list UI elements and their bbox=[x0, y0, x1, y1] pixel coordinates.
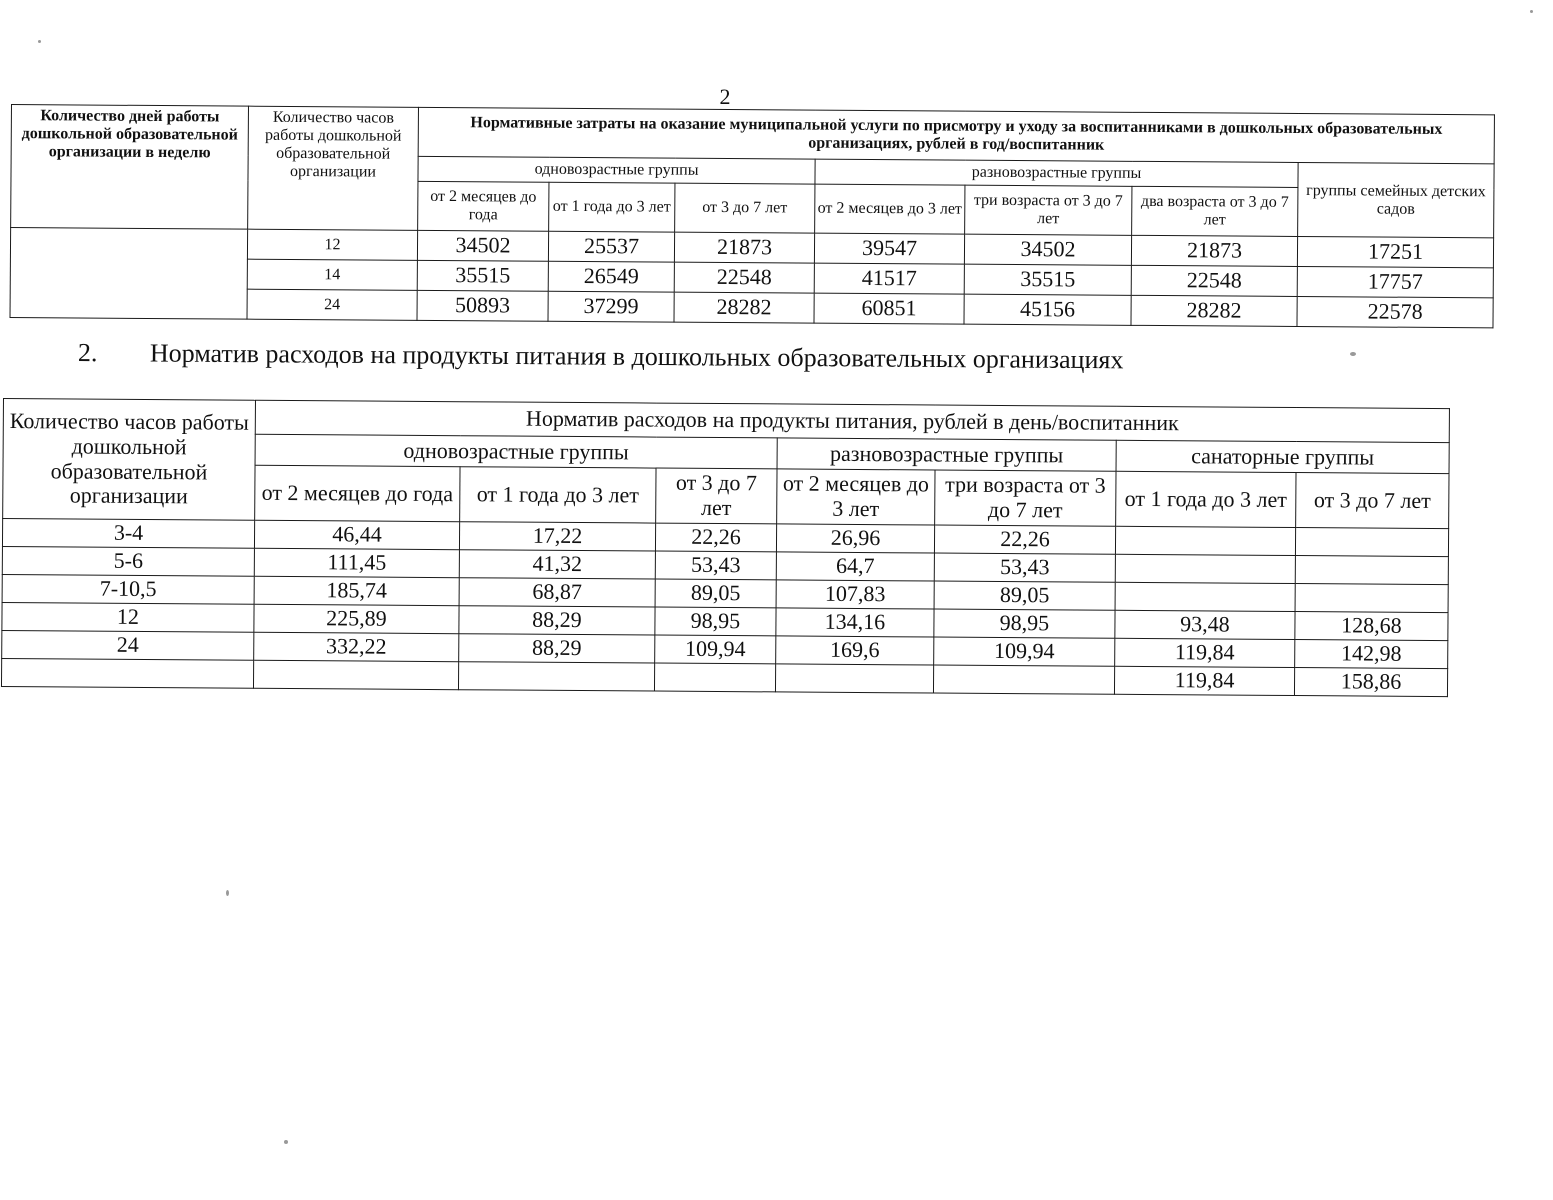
value-cell: 22548 bbox=[674, 262, 814, 293]
mixed-age-groups-header: разновозрастные группы bbox=[777, 438, 1116, 471]
hours-header: Количество часов работы дошкольной образовательной организации bbox=[248, 106, 419, 230]
value-cell: 185,74 bbox=[254, 576, 459, 605]
value-cell bbox=[253, 660, 458, 689]
value-cell: 28282 bbox=[1131, 295, 1297, 326]
value-cell bbox=[775, 664, 933, 693]
value-cell: 68,87 bbox=[459, 578, 655, 607]
value-cell: 34502 bbox=[964, 234, 1131, 265]
value-cell bbox=[1115, 526, 1295, 555]
same-age-groups-header: одновозрастные группы bbox=[418, 156, 815, 184]
value-cell: 26,96 bbox=[776, 524, 934, 553]
sanatorium-groups-header: санаторные группы bbox=[1116, 440, 1449, 473]
value-cell: 41,32 bbox=[459, 550, 655, 579]
value-cell: 128,68 bbox=[1295, 612, 1448, 641]
value-cell: 22,26 bbox=[655, 523, 776, 552]
scan-speck bbox=[1530, 10, 1533, 13]
section-number: 2. bbox=[77, 338, 98, 368]
subheader: от 1 года до 3 лет bbox=[549, 182, 675, 232]
family-kindergarten-header: группы семейных детских садов bbox=[1298, 162, 1495, 237]
scan-speck bbox=[1350, 352, 1356, 356]
value-cell: 93,48 bbox=[1115, 610, 1295, 639]
value-cell: 26549 bbox=[548, 261, 674, 292]
hours-cell: 24 bbox=[2, 630, 254, 660]
operating-costs-table bbox=[10, 104, 1496, 328]
value-cell: 17,22 bbox=[459, 522, 655, 551]
value-cell bbox=[1295, 584, 1448, 613]
value-cell: 98,95 bbox=[655, 607, 776, 636]
value-cell bbox=[1115, 582, 1295, 611]
scan-speck bbox=[226, 890, 229, 896]
subheader: от 1 года до 3 лет bbox=[1116, 471, 1296, 527]
same-age-groups-header: одновозрастные группы bbox=[255, 434, 777, 469]
value-cell: 119,84 bbox=[1114, 666, 1294, 695]
value-cell bbox=[1295, 556, 1448, 585]
value-cell: 25537 bbox=[548, 231, 674, 262]
value-cell: 88,29 bbox=[459, 634, 655, 663]
subheader: три возраста от 3 до 7 лет bbox=[965, 185, 1132, 235]
value-cell: 17757 bbox=[1297, 266, 1493, 297]
subheader: от 3 до 7 лет bbox=[1296, 473, 1449, 529]
value-cell: 21873 bbox=[1131, 235, 1297, 266]
subheader: три возраста от 3 до 7 лет bbox=[935, 470, 1116, 526]
value-cell: 21873 bbox=[674, 232, 814, 263]
hours-cell: 12 bbox=[247, 229, 417, 260]
hours-cell: 5-6 bbox=[2, 546, 254, 576]
days-per-week-header: Количество дней работы дошкольной образовательной организации в неделю bbox=[11, 105, 249, 230]
value-cell: 60851 bbox=[814, 293, 964, 324]
value-cell: 332,22 bbox=[254, 632, 459, 661]
value-cell: 39547 bbox=[814, 233, 964, 264]
food-costs-table bbox=[1, 398, 1450, 697]
hours-cell: 7-10,5 bbox=[2, 574, 254, 604]
subheader: от 3 до 7 лет bbox=[675, 183, 815, 233]
value-cell: 37299 bbox=[548, 291, 674, 322]
value-cell: 158,86 bbox=[1294, 668, 1447, 697]
value-cell: 109,94 bbox=[655, 635, 776, 664]
value-cell: 22,26 bbox=[934, 525, 1115, 554]
value-cell: 98,95 bbox=[934, 609, 1115, 638]
value-cell: 46,44 bbox=[254, 520, 459, 549]
value-cell: 134,16 bbox=[776, 608, 934, 637]
value-cell bbox=[1295, 528, 1448, 557]
hours-cell: 14 bbox=[247, 259, 417, 290]
value-cell: 35515 bbox=[417, 260, 548, 291]
value-cell: 34502 bbox=[417, 230, 548, 261]
normative-costs-header: Нормативные затраты на оказание муниципальной услуги по присмотру и уходу за воспитанниками в дошкольных образовательных организациях, рублей в год/воспитанник bbox=[418, 107, 1494, 164]
value-cell: 109,94 bbox=[934, 637, 1115, 666]
hours-header: Количество часов работы дошкольной образовательной организации bbox=[3, 399, 256, 521]
food-norm-header: Норматив расходов на продукты питания, рублей в день/воспитанник bbox=[255, 400, 1449, 442]
value-cell: 107,83 bbox=[776, 580, 934, 609]
value-cell bbox=[1115, 554, 1295, 583]
value-cell: 22578 bbox=[1297, 296, 1493, 327]
subheader: два возраста от 3 до 7 лет bbox=[1132, 186, 1298, 236]
value-cell: 53,43 bbox=[934, 553, 1115, 582]
value-cell: 35515 bbox=[964, 264, 1131, 295]
value-cell: 50893 bbox=[417, 290, 548, 321]
value-cell: 64,7 bbox=[776, 552, 934, 581]
value-cell: 88,29 bbox=[459, 606, 655, 635]
days-cell bbox=[10, 228, 248, 320]
subheader: от 1 года до 3 лет bbox=[460, 467, 656, 523]
value-cell: 41517 bbox=[814, 263, 964, 294]
hours-cell: 24 bbox=[247, 289, 417, 320]
hours-cell: 12 bbox=[2, 602, 254, 632]
value-cell: 28282 bbox=[674, 292, 814, 323]
subheader: от 3 до 7 лет bbox=[656, 468, 777, 524]
value-cell: 142,98 bbox=[1295, 640, 1448, 669]
value-cell: 169,6 bbox=[776, 636, 934, 665]
value-cell: 119,84 bbox=[1115, 638, 1295, 667]
value-cell bbox=[933, 665, 1114, 694]
subheader: от 2 месяцев до 3 лет bbox=[815, 184, 965, 234]
hours-cell bbox=[1, 658, 253, 688]
hours-cell: 3-4 bbox=[2, 519, 254, 549]
mixed-age-groups-header: разновозрастные группы bbox=[815, 159, 1298, 187]
section-title bbox=[78, 338, 1124, 375]
value-cell: 225,89 bbox=[254, 604, 459, 633]
subheader: от 2 месяцев до года bbox=[255, 465, 460, 521]
value-cell: 45156 bbox=[964, 294, 1131, 325]
value-cell bbox=[654, 663, 775, 692]
value-cell: 111,45 bbox=[254, 548, 459, 577]
value-cell: 53,43 bbox=[655, 551, 776, 580]
value-cell: 89,05 bbox=[655, 579, 776, 608]
section-title-text: Норматив расходов на продукты питания в дошкольных образовательных организациях bbox=[149, 338, 1124, 375]
scan-speck bbox=[284, 1140, 288, 1144]
value-cell: 22548 bbox=[1131, 265, 1297, 296]
subheader: от 2 месяцев до 3 лет bbox=[777, 469, 935, 525]
scan-speck bbox=[38, 40, 41, 43]
page-number: 2 bbox=[719, 84, 731, 109]
value-cell: 89,05 bbox=[934, 581, 1115, 610]
subheader: от 2 месяцев до года bbox=[418, 181, 549, 231]
value-cell bbox=[458, 662, 654, 691]
value-cell: 17251 bbox=[1297, 236, 1493, 267]
